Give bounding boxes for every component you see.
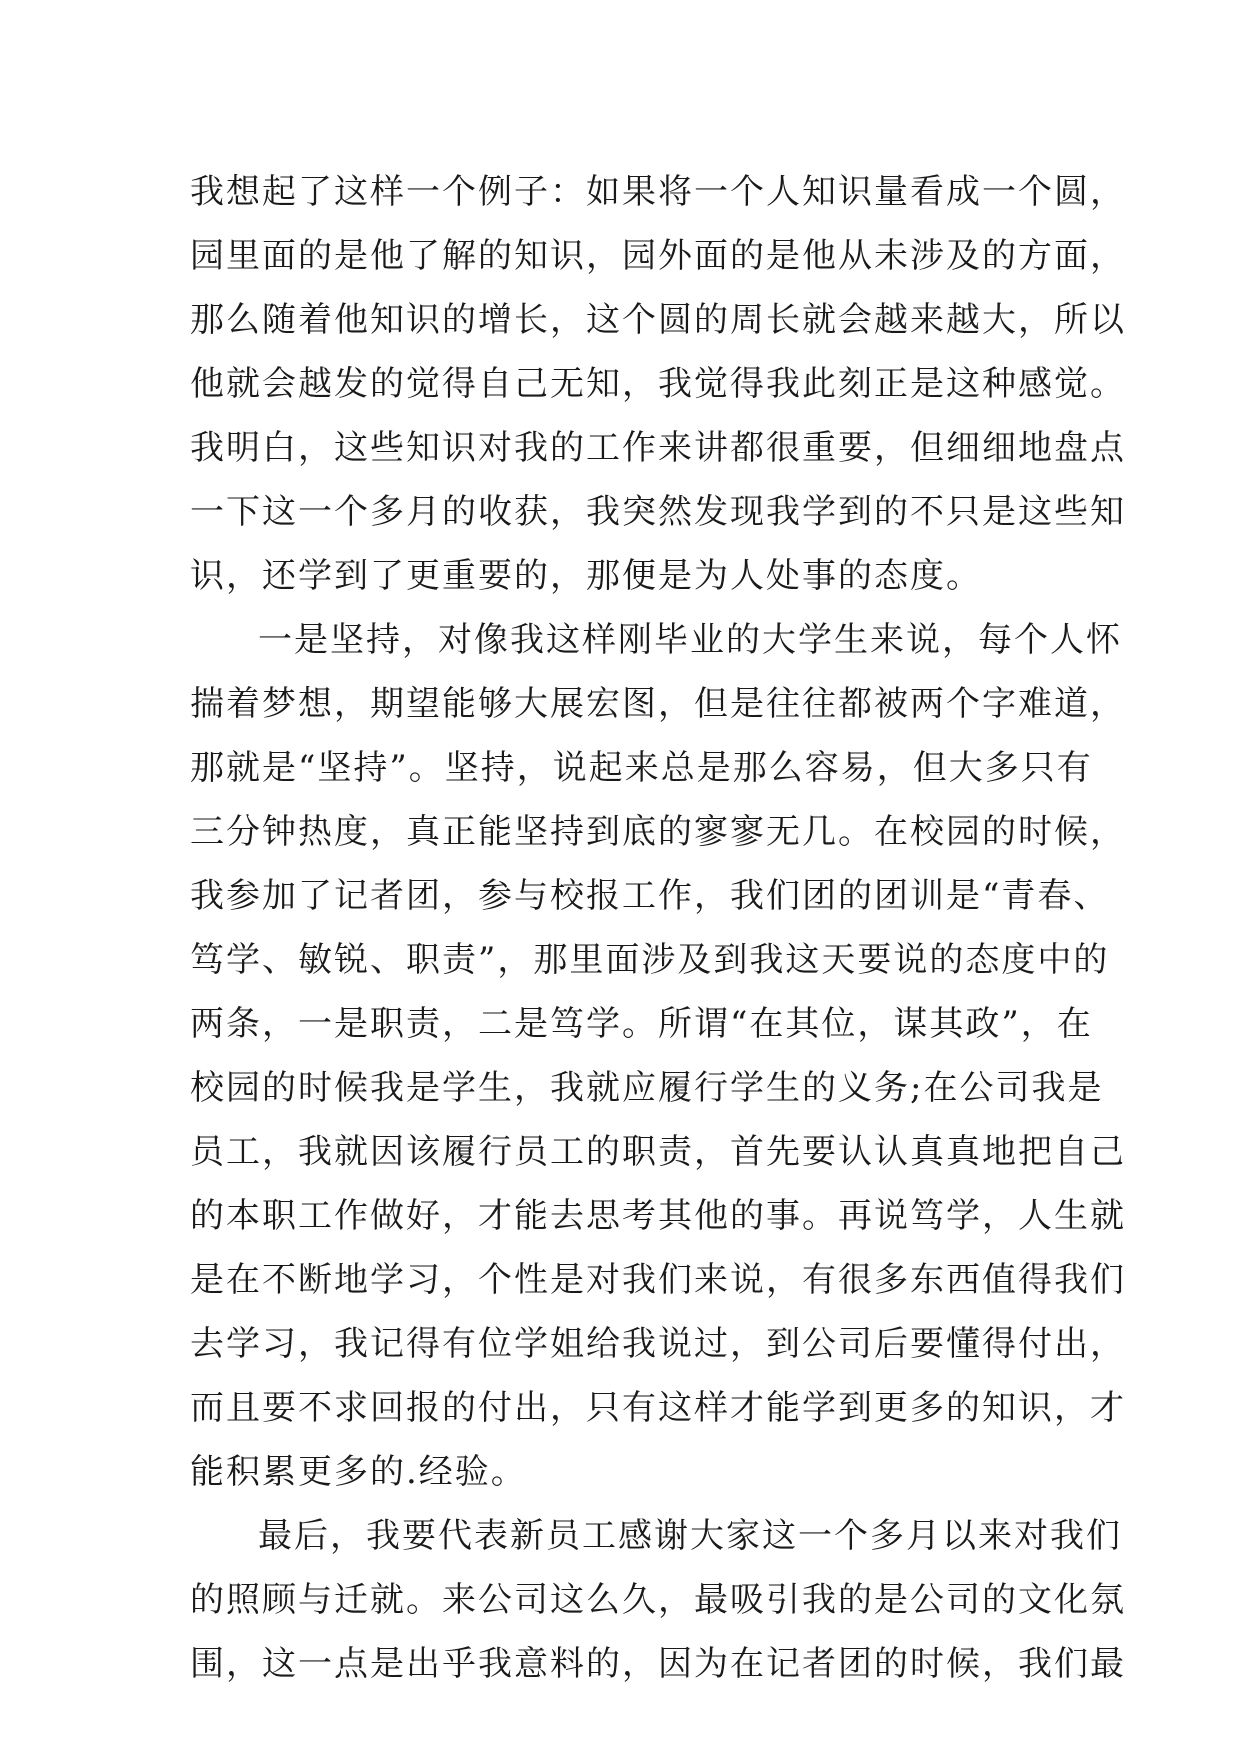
text-line: 三分钟热度，真正能坚持到底的寥寥无几。在校园的时候， (190, 812, 1126, 852)
body-text (190, 160, 1126, 1696)
text-line: 的照顾与迁就。来公司这么久，最吸引我的是公司的文化氛 (190, 1580, 1126, 1620)
text-line: 围，这一点是出乎我意料的，因为在记者团的时候，我们最 (190, 1644, 1126, 1684)
text-line: 我想起了这样一个例子：如果将一个人知识量看成一个圆， (190, 172, 1126, 212)
text-line: 我参加了记者团，参与校报工作，我们团的团训是“青春、 (190, 876, 1110, 916)
text-line: 两条，一是职责，二是笃学。所谓“在其位，谋其政”，在 (190, 1004, 1093, 1044)
text-line: 他就会越发的觉得自己无知，我觉得我此刻正是这种感觉。 (190, 364, 1126, 404)
text-line: 笃学、敏锐、职责”，那里面涉及到我这天要说的态度中的 (190, 940, 1110, 980)
text-line: 是在不断地学习，个性是对我们来说，有很多东西值得我们 (190, 1260, 1126, 1300)
text-line: 那就是“坚持”。坚持，说起来总是那么容易，但大多只有 (190, 748, 1093, 788)
text-line: 的本职工作做好，才能去思考其他的事。再说笃学，人生就 (190, 1196, 1126, 1236)
text-line: 去学习，我记得有位学姐给我说过，到公司后要懂得付出， (190, 1324, 1126, 1364)
text-line: 揣着梦想，期望能够大展宏图，但是往往都被两个字难道， (190, 684, 1126, 724)
text-line: 校园的时候我是学生，我就应履行学生的义务;在公司我是 (190, 1068, 1104, 1108)
text-line: 而且要不求回报的付出，只有这样才能学到更多的知识，才 (190, 1388, 1126, 1428)
paragraph-persistence (190, 608, 1126, 1504)
paragraph-thanks (190, 1504, 1126, 1696)
text-line: 能积累更多的.经验。 (190, 1452, 527, 1492)
text-line: 我明白，这些知识对我的工作来讲都很重要，但细细地盘点 (190, 428, 1126, 468)
text-line-indented: 最后，我要代表新员工感谢大家这一个多月以来对我们 (258, 1516, 1122, 1556)
text-line: 一下这一个多月的收获，我突然发现我学到的不只是这些知 (190, 492, 1126, 532)
text-line: 识，还学到了更重要的，那便是为人处事的态度。 (190, 556, 982, 596)
paragraph-knowledge-circle (190, 160, 1126, 608)
text-line: 员工，我就因该履行员工的职责，首先要认认真真地把自己 (190, 1132, 1126, 1172)
text-line-indented: 一是坚持，对像我这样刚毕业的大学生来说，每个人怀 (258, 620, 1122, 660)
text-line: 那么随着他知识的增长，这个圆的周长就会越来越大，所以 (190, 300, 1126, 340)
text-line: 园里面的是他了解的知识，园外面的是他从未涉及的方面， (190, 236, 1126, 276)
